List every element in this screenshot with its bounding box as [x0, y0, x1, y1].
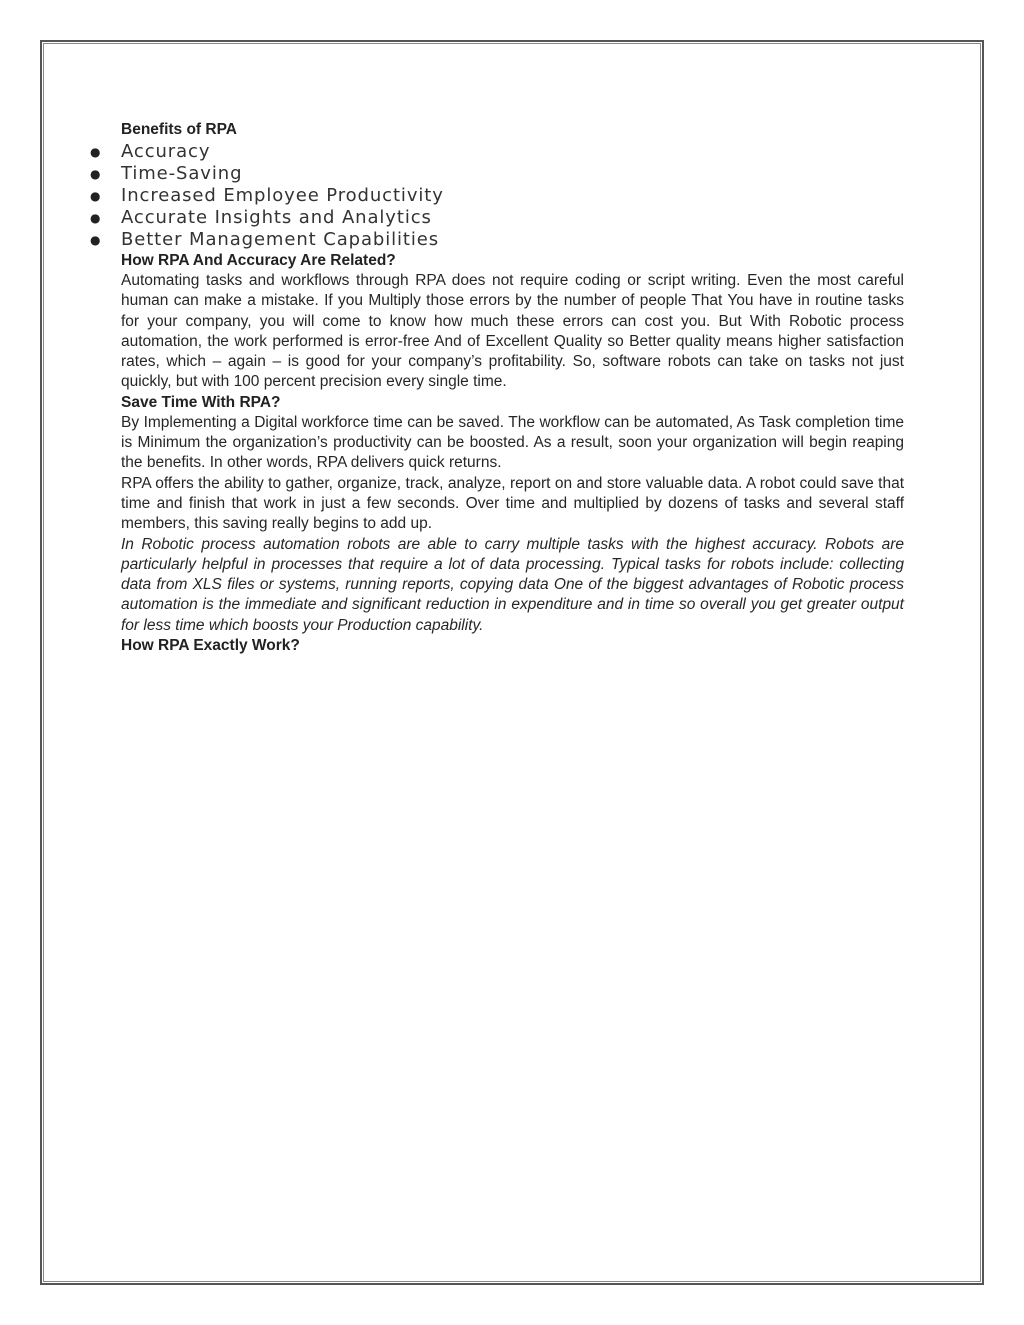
italic-paragraph: In Robotic process automation robots are able to carry multiple tasks with the highest accuracy. Robots are particularly helpful in processes that require a lot of data processing. Typical tasks for robots include: collecting data from XLS files or systems, running reports, copying data One of the biggest advantages of Robotic process automation is the immediate and significant reduction in expenditure and in time so overall you get greater output for less time which boosts your Production capability.: [121, 535, 904, 634]
benefit-label: Time-Saving: [121, 163, 243, 184]
benefits-heading: Benefits of RPA: [121, 121, 237, 138]
list-item: [90, 185, 904, 207]
save-time-paragraph: By Implementing a Digital workforce time can be saved. The workflow can be automated, As Task completion time is Minimum the organization’s productivity can be boosted. As a result, soon your organization will begin reaping the benefits. In other words, RPA delivers quick returns.: [121, 413, 904, 472]
accuracy-heading: How RPA And Accuracy Are Related?: [121, 252, 396, 269]
bullet-icon: ●: [90, 211, 102, 225]
bullet-icon: ●: [90, 145, 102, 159]
bullet-icon: ●: [90, 189, 102, 203]
list-item: [90, 141, 904, 163]
benefit-label: Increased Employee Productivity: [121, 185, 444, 206]
document-content: [90, 120, 904, 656]
bullet-icon: ●: [90, 233, 102, 247]
how-work-heading: How RPA Exactly Work?: [121, 637, 300, 655]
benefits-list: [90, 141, 904, 251]
benefit-label: Accuracy: [121, 141, 211, 162]
list-item: [90, 207, 904, 229]
benefit-label: Better Management Capabilities: [121, 229, 440, 250]
save-time-heading: Save Time With RPA?: [121, 393, 281, 411]
benefit-label: Accurate Insights and Analytics: [121, 207, 432, 228]
accuracy-paragraph: Automating tasks and workflows through RPA does not require coding or script writing. Even the most careful human can make a mistake. If you Multiply those errors by the number of people That You have in routine tasks for your company, you will come to know how much these errors can cost you. But With Robotic process automation, the work performed is error-free And of Excellent Quality so Better quality means higher satisfaction rates, which – again – is good for your company’s profitability. So, software robots can take on tasks not just quickly, but with 100 percent precision every single time.: [121, 272, 904, 391]
list-item: [90, 163, 904, 185]
data-paragraph: RPA offers the ability to gather, organize, track, analyze, report on and store valuable data. A robot could save that time and finish that work in just a few seconds. Over time and multiplied by dozens of tasks and several staff members, this saving really begins to add up.: [121, 474, 904, 533]
list-item: [90, 229, 904, 251]
bullet-icon: ●: [90, 167, 102, 181]
